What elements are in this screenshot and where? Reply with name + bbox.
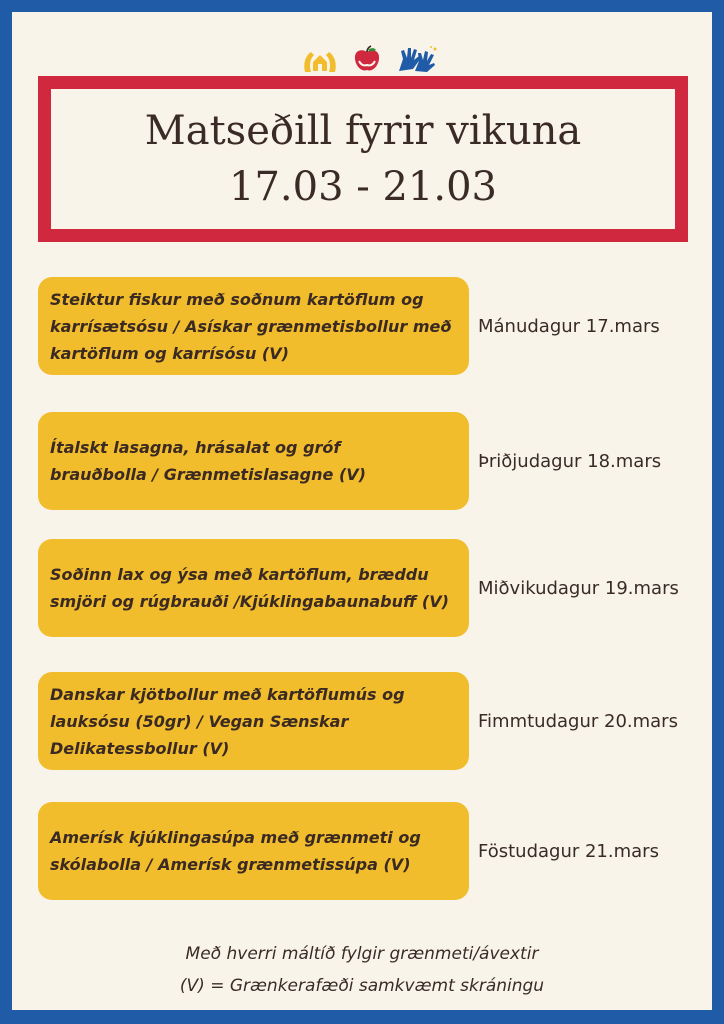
waving-hands-icon: [395, 45, 439, 75]
meal-box: [38, 539, 469, 637]
menu-row-monday: [38, 277, 698, 375]
day-label: Mánudagur 17.mars: [478, 315, 660, 337]
meal-description: Ítalskt lasagna, hrásalat og gróf brauðbolla / Grænmetislasagne (V): [50, 438, 366, 484]
meal-box: [38, 277, 469, 375]
meal-description: Danskar kjötbollur með kartöflumús og lauksósu (50gr) / Vegan Sænskar Delikatessbollur (V): [50, 684, 405, 758]
day-label: Þriðjudagur 18.mars: [478, 450, 662, 472]
day-label: Föstudagur 21.mars: [478, 840, 659, 862]
apple-hands-icon: [349, 45, 385, 75]
logo-group: [298, 40, 442, 80]
menu-row-thursday: [38, 672, 698, 770]
meal-box: [38, 802, 469, 900]
day-label: Miðvikudagur 19.mars: [478, 577, 679, 599]
menu-row-tuesday: [38, 412, 698, 510]
title-box: [38, 76, 688, 242]
menu-page: [12, 12, 712, 1010]
date-range: 17.03 - 21.03: [229, 164, 497, 210]
footer-line-vegetables: Með hverri máltíð fylgir grænmeti/ávextir: [185, 944, 539, 964]
meal-description: Amerísk kjúklingasúpa með grænmeti og skólabolla / Amerísk grænmetissúpa (V): [50, 828, 421, 874]
meal-box: [38, 412, 469, 510]
menu-row-wednesday: [38, 539, 698, 637]
menu-row-friday: [38, 802, 698, 900]
footer-note: [12, 938, 712, 1002]
meal-description: Steiktur fiskur með soðnum kartöflum og karrísætsósu / Asískar grænmetisbollur með kartöflum og karrísósu (V): [50, 289, 452, 363]
meal-box: [38, 672, 469, 770]
page-title: Matseðill fyrir vikuna: [144, 108, 582, 154]
house-hands-icon: [301, 46, 339, 74]
footer-line-vegan-legend: (V) = Grænkerafæði samkvæmt skráningu: [179, 976, 545, 996]
day-label: Fimmtudagur 20.mars: [478, 710, 678, 732]
meal-description: Soðinn lax og ýsa með kartöflum, bræddu smjöri og rúgbrauði /Kjúklingabaunabuff (V): [50, 565, 449, 611]
